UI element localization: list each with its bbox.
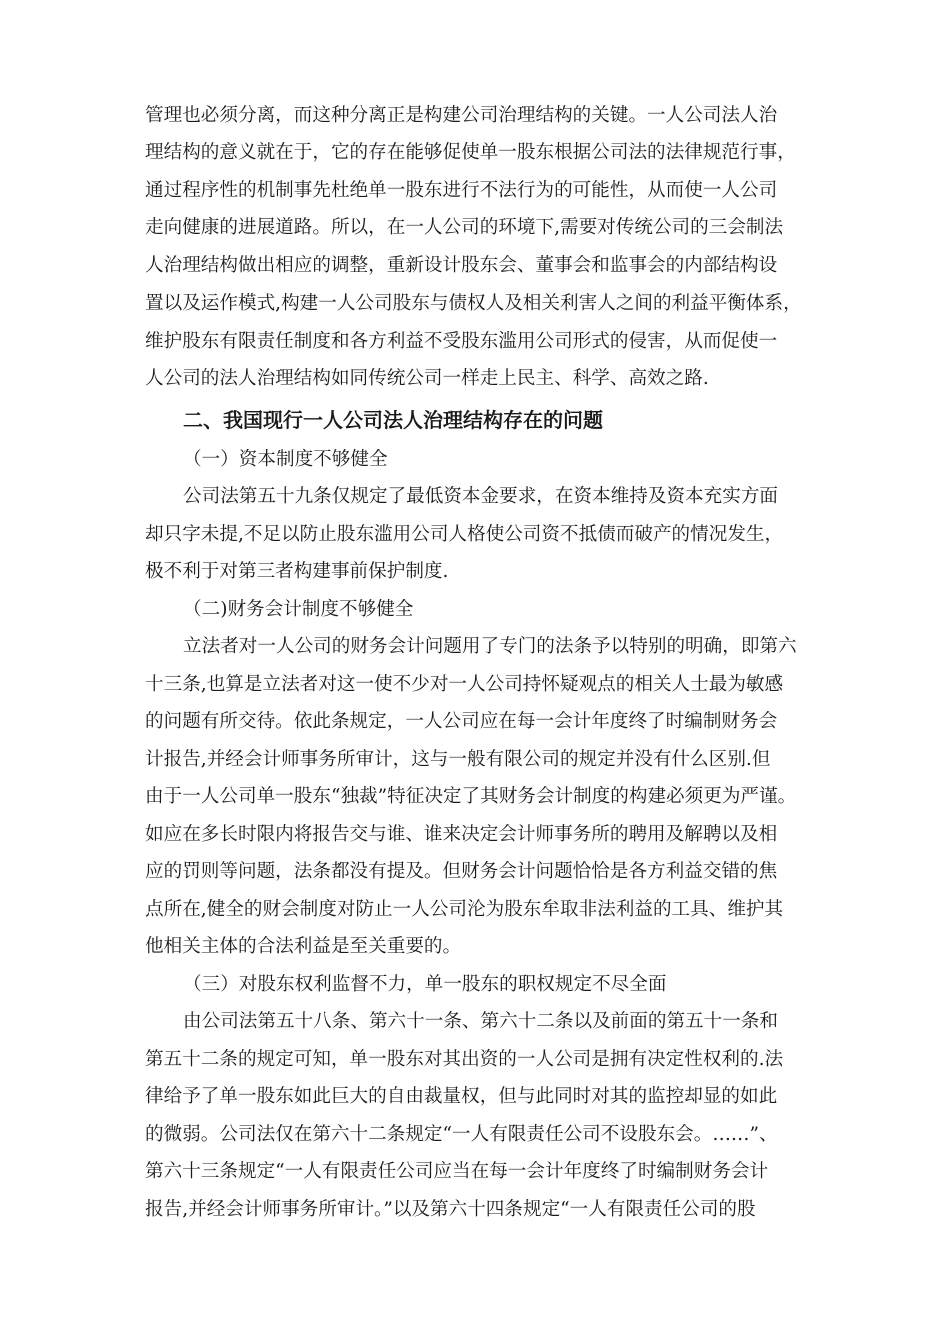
paragraph-line: 点所在,健全的财会制度对防止一人公司沦为股东牟取非法利益的工具、维护其: [145, 899, 784, 920]
paragraph-line: 律给予了单一股东如此巨大的自由裁量权，但与此同时对其的监控却显的如此: [145, 1086, 778, 1107]
paragraph-line: 维护股东有限责任制度和各方利益不受股东滥用公司形式的侵害，从而促使一: [145, 331, 778, 352]
paragraph-line: 由于一人公司单一股东“独裁”特征决定了其财务会计制度的构建必须更为严谨。: [145, 786, 797, 807]
paragraph-line: 应的罚则等问题，法条都没有提及。但财务会计问题恰恰是各方利益交错的焦: [145, 861, 778, 882]
paragraph-line: 置以及运作模式,构建一人公司股东与债权人及相关利害人之间的利益平衡体系，: [145, 293, 802, 314]
paragraph-line: 理结构的意义就在于，它的存在能够促使单一股东根据公司法的法律规范行事，: [145, 142, 796, 163]
section-heading: 二、我国现行一人公司法人治理结构存在的问题: [183, 408, 603, 432]
paragraph-line: 公司法第五十九条仅规定了最低资本金要求，在资本维持及资本充实方面: [183, 486, 779, 507]
paragraph-line: 立法者对一人公司的财务会计问题用了专门的法条予以特别的明确，即第六: [183, 636, 797, 657]
paragraph-line: 第六十三条规定“一人有限责任公司应当在每一会计年度终了时编制财务会计: [145, 1161, 769, 1182]
paragraph-line: 报告,并经会计师事务所审计。”以及第六十四条规定“一人有限责任公司的股: [145, 1199, 756, 1220]
paragraph-line: 人治理结构做出相应的调整，重新设计股东会、董事会和监事会的内部结构设: [145, 255, 778, 276]
paragraph-line: 极不利于对第三者构建事前保护制度.: [145, 561, 449, 582]
paragraph-line: 的微弱。公司法仅在第六十二条规定“一人有限责任公司不设股东会。……”、: [145, 1124, 778, 1145]
paragraph-line: 由公司法第五十八条、第六十一条、第六十二条以及前面的第五十一条和: [183, 1011, 779, 1032]
paragraph-line: 十三条,也算是立法者对这一使不少对一人公司持怀疑观点的相关人士最为敏感: [145, 674, 784, 695]
paragraph-line: 如应在多长时限内将报告交与谁、谁来决定会计师事务所的聘用及解聘以及相: [145, 824, 778, 845]
paragraph-line: 计报告,并经会计师事务所审计，这与一般有限公司的规定并没有什么区别.但: [145, 749, 771, 770]
paragraph-line: 人公司的法人治理结构如同传统公司一样走上民主、科学、高效之路.: [145, 368, 709, 389]
paragraph-line: 他相关主体的合法利益是至关重要的。: [145, 936, 462, 957]
paragraph-line: 走向健康的进展道路。所以，在一人公司的环境下,需要对传统公司的三会制法: [145, 217, 784, 238]
paragraph-line: 管理也必须分离，而这种分离正是构建公司治理结构的关键。一人公司法人治: [145, 105, 778, 126]
paragraph-line: 却只字未提,不足以防止股东滥用公司人格使公司资不抵债而破产的情况发生，: [145, 524, 784, 545]
subsection-heading: （一）资本制度不够健全: [183, 449, 388, 470]
paragraph-line: 通过程序性的机制事先杜绝单一股东进行不法行为的可能性，从而使一人公司: [145, 180, 778, 201]
paragraph-line: 第五十二条的规定可知，单一股东对其出资的一人公司是拥有决定性权利的.法: [145, 1049, 784, 1070]
subsection-heading: （三）对股东权利监督不力，单一股东的职权规定不尽全面: [183, 974, 667, 995]
subsection-heading: （二)财务会计制度不够健全: [183, 599, 414, 620]
paragraph-line: 的问题有所交待。依此条规定，一人公司应在每一会计年度终了时编制财务会: [145, 711, 778, 732]
